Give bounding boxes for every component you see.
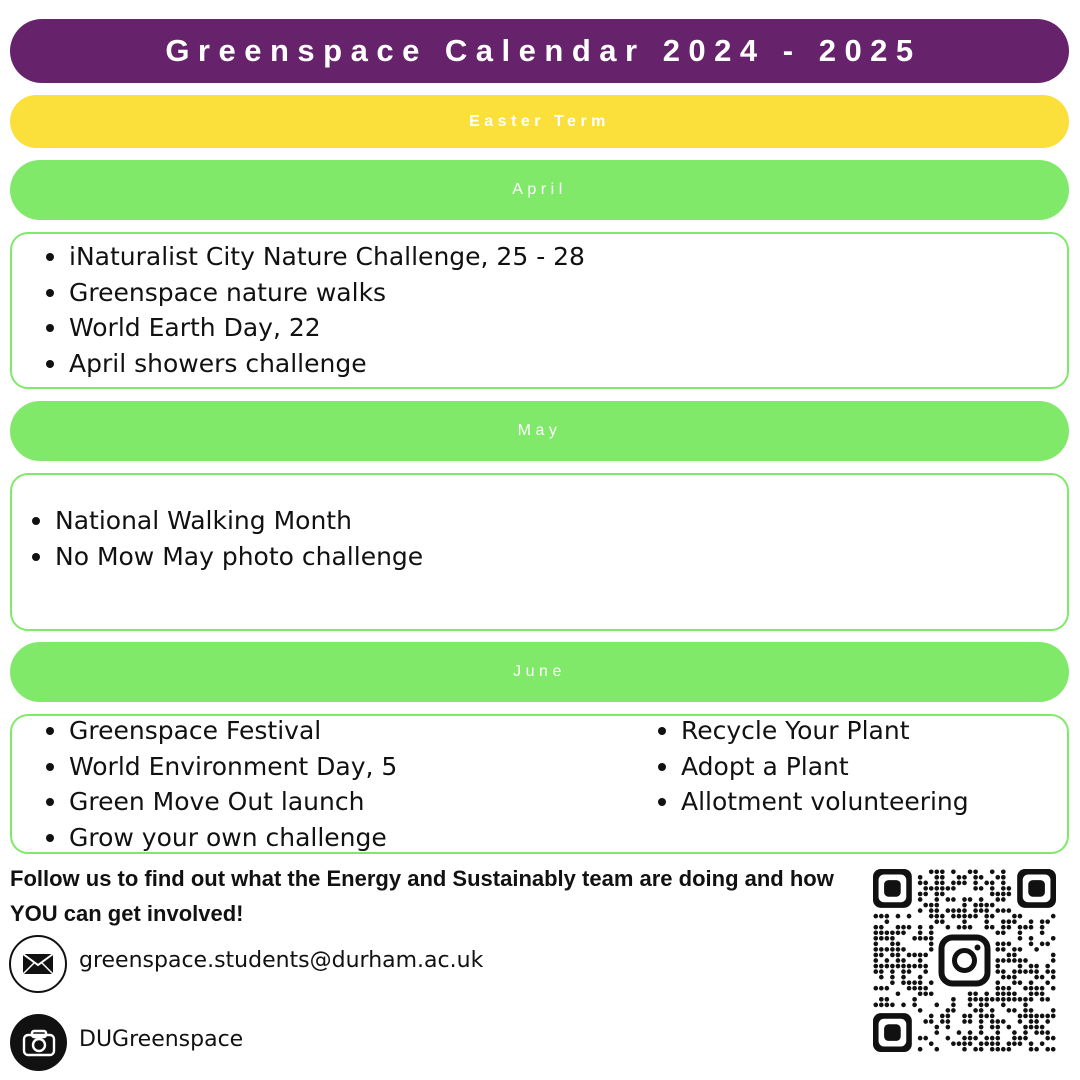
month-header-june: June <box>10 642 1069 702</box>
june-events-list-right <box>624 713 969 820</box>
term-banner: Easter Term <box>10 95 1069 148</box>
event-item: Allotment volunteering <box>624 784 969 820</box>
june-events-list-left <box>12 713 397 855</box>
event-item: Greenspace nature walks <box>12 275 585 311</box>
event-item: Adopt a Plant <box>624 749 969 785</box>
event-item: iNaturalist City Nature Challenge, 25 - 28 <box>12 239 585 275</box>
may-events-list <box>0 503 423 574</box>
envelope-icon <box>9 935 67 993</box>
event-item: Greenspace Festival <box>12 713 397 749</box>
camera-icon <box>10 1014 67 1071</box>
april-events-list <box>12 239 585 381</box>
event-item: Green Move Out launch <box>12 784 397 820</box>
instagram-handle[interactable]: DUGreenspace <box>79 1027 244 1052</box>
follow-text: Follow us to find out what the Energy and Sustainably team are doing and how YOU can get involved! <box>10 866 834 926</box>
event-item: National Walking Month <box>0 503 423 539</box>
month-header-may: May <box>10 401 1069 461</box>
page-title: Greenspace Calendar 2024 - 2025 <box>10 19 1069 83</box>
may-events-box <box>10 473 1069 631</box>
event-item: Grow your own challenge <box>12 820 397 856</box>
june-events-box <box>10 714 1069 854</box>
event-item: World Earth Day, 22 <box>12 310 585 346</box>
event-item: April showers challenge <box>12 346 585 382</box>
event-item: No Mow May photo challenge <box>0 539 423 575</box>
event-item: Recycle Your Plant <box>624 713 969 749</box>
april-events-box <box>10 232 1069 389</box>
event-item: World Environment Day, 5 <box>12 749 397 785</box>
month-header-april: April <box>10 160 1069 220</box>
email-address[interactable]: greenspace.students@durham.ac.uk <box>79 948 484 973</box>
instagram-qr-code[interactable] <box>873 869 1056 1052</box>
